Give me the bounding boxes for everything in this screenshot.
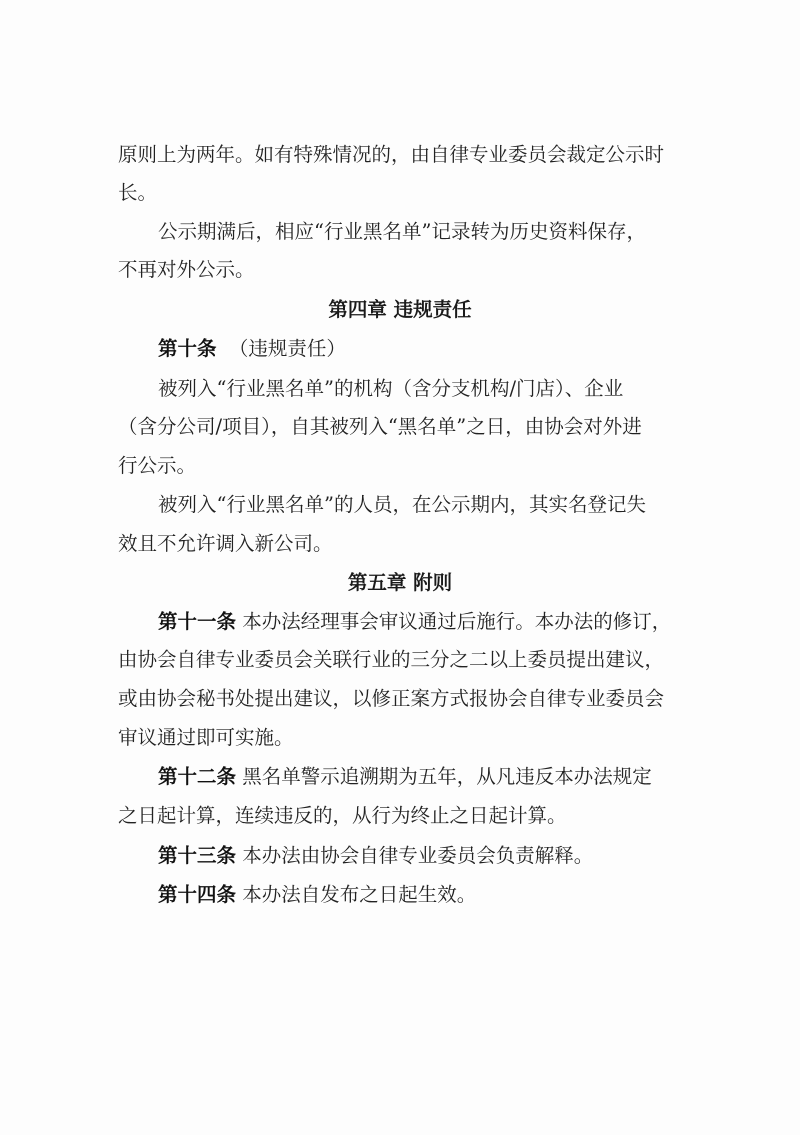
article-text: （违规责任）: [228, 337, 346, 360]
article-text: 本办法由协会自律专业委员会负责解释。: [242, 844, 594, 867]
article-text: 本办法自发布之日起生效。: [242, 883, 477, 906]
body-text-line: 或由协会秘书处提出建议，以修正案方式报协会自律专业委员会: [118, 687, 665, 710]
article-line: [158, 765, 652, 789]
body-text-line: 被列入“行业黑名单”的机构（含分支机构/门店）、企业: [158, 377, 624, 400]
chapter-heading: 第五章 附则: [347, 571, 453, 594]
body-text-line: 效且不允许调入新公司。: [118, 532, 333, 555]
article-title: 第十一条: [158, 610, 237, 633]
article-line: [158, 337, 346, 361]
article-text: 本办法经理事会审议通过后施行。本办法的修订，: [242, 610, 672, 633]
body-text-line: 原则上为两年。如有特殊情况的，由自律专业委员会裁定公示时: [118, 143, 665, 166]
body-text-line: 不再对外公示。: [118, 258, 255, 281]
article-title: 第十四条: [158, 883, 237, 906]
body-text-line: （含分公司/项目），自其被列入“黑名单”之日，由协会对外进: [118, 415, 642, 438]
article-title: 第十条: [158, 337, 217, 360]
body-text-line: 被列入“行业黑名单”的人员，在公示期内，其实名登记失: [158, 493, 646, 516]
article-title: 第十三条: [158, 844, 237, 867]
article-line: [158, 844, 593, 868]
body-text-line: 行公示。: [118, 454, 197, 477]
article-title: 第十二条: [158, 765, 237, 788]
body-text-line: 长。: [118, 181, 158, 204]
article-text: 黑名单警示追溯期为五年，从凡违反本办法规定: [242, 765, 652, 788]
chapter-heading: 第四章 违规责任: [328, 298, 472, 321]
body-text-line: 之日起计算，连续违反的，从行为终止之日起计算。: [118, 804, 567, 827]
article-line: [158, 610, 671, 634]
body-text-line: 审议通过即可实施。: [118, 726, 294, 749]
article-line: [158, 883, 476, 907]
body-text-line: 由协会自律专业委员会关联行业的三分之二以上委员提出建议，: [118, 648, 665, 671]
body-text-line: 公示期满后，相应“行业黑名单”记录转为历史资料保存，: [158, 220, 646, 243]
